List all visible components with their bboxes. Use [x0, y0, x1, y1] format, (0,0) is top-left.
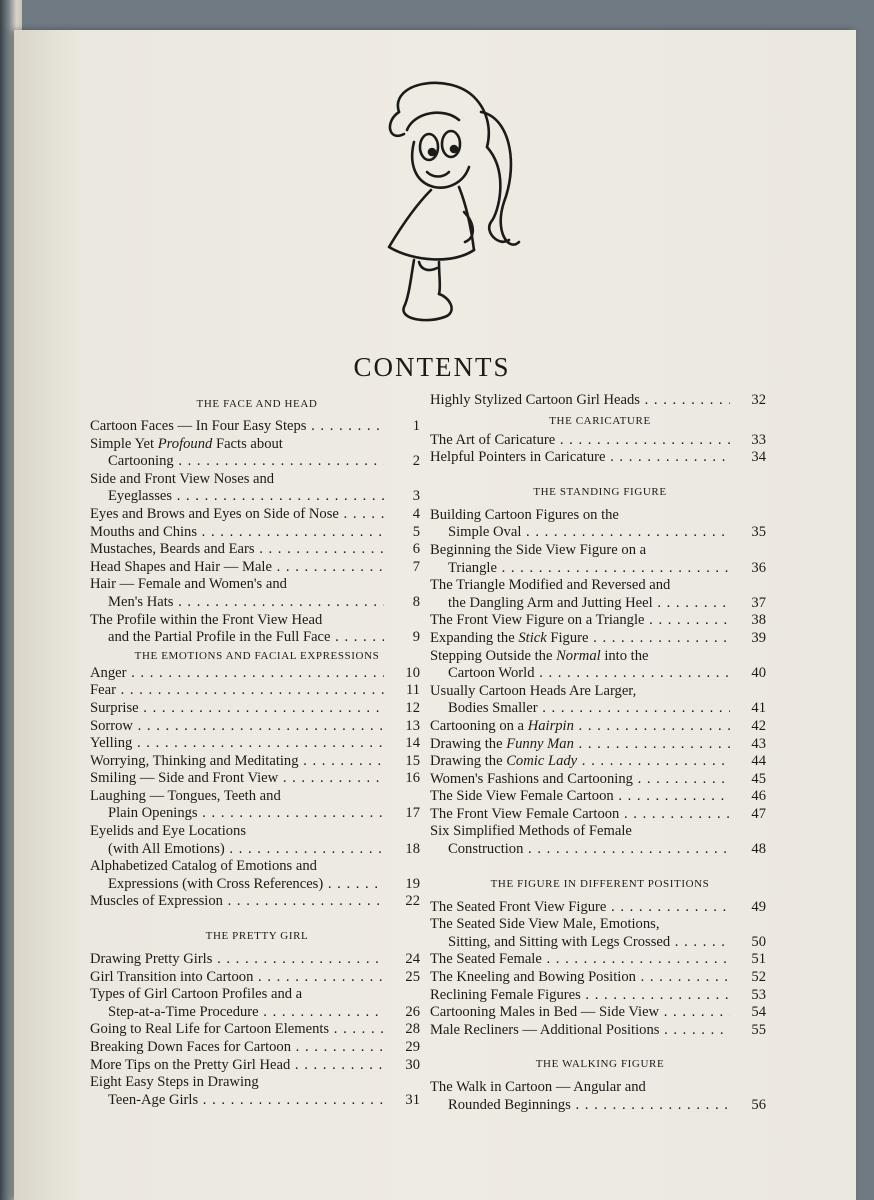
toc-entry	[430, 392, 770, 410]
toc-entry-title	[90, 753, 384, 771]
toc-entry-title-part: Head Shapes and Hair — Male	[90, 558, 272, 575]
toc-entry	[430, 718, 770, 736]
toc-entry-title-continued	[90, 594, 384, 612]
toc-page-number: 39	[751, 629, 766, 646]
toc-entry	[430, 432, 770, 450]
toc-entry	[430, 449, 770, 467]
toc-entry-title	[90, 951, 384, 969]
toc-entry-title	[430, 612, 730, 630]
toc-entry-title-part: Eyelids and Eye Locations	[90, 823, 247, 840]
toc-entry	[90, 1021, 424, 1039]
toc-entry-title-part: Eight Easy Steps in Drawing	[90, 1074, 259, 1091]
toc-entry	[430, 916, 770, 951]
toc-page-number: 33	[751, 431, 766, 448]
toc-entry-title	[90, 576, 384, 594]
toc-entry-title	[430, 1022, 730, 1040]
toc-entry-title	[430, 1079, 730, 1097]
toc-entry	[90, 700, 424, 718]
toc-entry-title-emphasis: Comic Lady	[506, 753, 578, 770]
toc-entry-title	[90, 682, 384, 700]
toc-entry	[430, 899, 770, 917]
toc-entry-title-part: Eyes and Brows and Eyes on Side of Nose	[90, 505, 339, 522]
toc-entry-title	[90, 418, 384, 436]
toc-entry-title	[430, 823, 730, 841]
toc-entry-title-part: Stepping Outside the	[430, 647, 557, 664]
toc-entry-title-part: Cartoon World	[448, 665, 535, 682]
toc-entry-title-part: Triangle	[448, 559, 497, 576]
toc-entry	[90, 436, 424, 471]
toc-page-number: 2	[412, 453, 420, 470]
toc-entry-title-emphasis: Profound	[157, 435, 213, 452]
toc-entry-title	[90, 986, 384, 1004]
toc-entry-title-part: Teen-Age Girls	[108, 1091, 199, 1108]
toc-entry	[90, 893, 424, 911]
toc-entry-title	[90, 823, 384, 841]
toc-entry-title-continued	[430, 1097, 730, 1115]
toc-page-number: 22	[405, 893, 420, 910]
toc-page-number: 16	[405, 770, 420, 787]
toc-entry-title-part: Construction	[448, 841, 524, 858]
toc-page-number: 4	[412, 505, 420, 522]
toc-entry-title-part: Simple Oval	[448, 524, 522, 541]
toc-entry-title	[90, 893, 384, 911]
toc-entry-title-part: Sorrow	[90, 717, 133, 734]
toc-entry-title-part: Smiling — Side and Front View	[90, 770, 279, 787]
toc-page-number: 18	[405, 840, 420, 857]
toc-page-number: 9	[412, 629, 420, 646]
toc-entry-title-part: Reclining Female Figures	[430, 986, 581, 1003]
toc-page-number: 51	[751, 951, 766, 968]
toc-entry-title-part: The Triangle Modified and Reversed and	[430, 577, 671, 594]
toc-entry-title	[430, 899, 730, 917]
toc-page-number: 1	[412, 418, 420, 434]
toc-entry-title	[90, 541, 384, 559]
toc-entry-title	[90, 665, 384, 683]
toc-entry	[90, 1057, 424, 1075]
cartoon-girl-illustration	[359, 72, 529, 332]
toc-entry-title-part: Yelling	[90, 735, 133, 752]
toc-entry-title	[90, 506, 384, 524]
toc-entry-title-part: Mustaches, Beards and Ears	[90, 541, 255, 558]
toc-entry	[430, 806, 770, 824]
toc-entry-title	[430, 916, 730, 934]
toc-entry	[90, 986, 424, 1021]
toc-entry-title-part: Rounded Beginnings	[448, 1097, 571, 1113]
toc-entry-title-continued	[90, 876, 384, 894]
section-heading-emotions: THE EMOTIONS AND FACIAL EXPRESSIONS	[134, 649, 380, 662]
toc-entry-title-part: Male Recliners — Additional Positions	[430, 1021, 660, 1038]
toc-left-column	[90, 392, 424, 1109]
toc-entry-title-continued	[90, 488, 384, 506]
toc-entry-title-continued	[430, 524, 730, 542]
toc-entry-title-part: Worrying, Thinking and Meditating	[90, 752, 299, 769]
toc-entry-title-part: (with All Emotions)	[108, 840, 225, 857]
toc-entry-title-part: and the Partial Profile in the Full Face	[108, 629, 331, 646]
toc-entry	[90, 682, 424, 700]
toc-page-number: 36	[751, 559, 766, 576]
toc-entry-title-part: The Art of Caricature	[430, 431, 556, 448]
toc-entry-title-part: Facts about	[212, 435, 283, 452]
toc-entry-title-part: Breaking Down Faces for Cartoon	[90, 1039, 292, 1055]
toc-entry	[90, 612, 424, 647]
toc-entry-title-part: Sitting, and Sitting with Legs Crossed	[448, 933, 671, 950]
toc-entry	[430, 951, 770, 969]
toc-entry	[430, 507, 770, 542]
toc-entry-title-continued	[90, 805, 384, 823]
toc-entry	[90, 735, 424, 753]
toc-entry-title	[90, 436, 384, 454]
toc-entry	[430, 542, 770, 577]
toc-entry-title-part: The Seated Female	[430, 951, 542, 968]
toc-entry-title-part: Muscles of Expression	[90, 893, 223, 910]
toc-page-number: 7	[412, 558, 420, 575]
toc-entry	[90, 951, 424, 969]
toc-entry-title-part: Types of Girl Cartoon Profiles and a	[90, 986, 303, 1003]
toc-entry-title	[90, 858, 384, 876]
toc-entry	[90, 506, 424, 524]
toc-page-number: 53	[751, 986, 766, 1003]
toc-page-number: 54	[751, 1004, 766, 1021]
toc-entry	[90, 823, 424, 858]
section-heading-walking-figure: THE WALKING FIGURE	[535, 1058, 665, 1071]
toc-entry-title	[430, 969, 730, 987]
toc-entry-title-part: The Profile within the Front View Head	[90, 611, 323, 628]
toc-entry-title-part: Surprise	[90, 699, 139, 716]
section-heading-figure-positions: THE FIGURE IN DIFFERENT POSITIONS	[490, 877, 710, 890]
toc-page-number: 30	[405, 1056, 420, 1073]
toc-entry-title-part: Laughing — Tongues, Teeth and	[90, 787, 281, 804]
toc-entry-title-part: Expressions (with Cross References)	[108, 875, 324, 892]
toc-page-number: 11	[405, 682, 420, 699]
toc-entry	[430, 753, 770, 771]
toc-entry-title-part: Beginning the Side View Figure on a	[430, 541, 647, 558]
toc-page-number: 17	[405, 805, 420, 822]
toc-entry-title-continued	[90, 1004, 384, 1022]
toc-entry-title	[430, 449, 730, 467]
toc-entry-title	[90, 524, 384, 542]
toc-page-number: 49	[751, 898, 766, 915]
toc-page-number: 47	[751, 805, 766, 822]
toc-entry-title	[430, 806, 730, 824]
toc-entry	[430, 823, 770, 858]
toc-entry-title-part: The Walk in Cartoon — Angular and	[430, 1079, 646, 1096]
toc-entry	[90, 788, 424, 823]
toc-entry-title-part: Going to Real Life for Cartoon Elements	[90, 1021, 330, 1038]
toc-entry-title	[90, 1039, 384, 1057]
toc-entry-title-part: Hair — Female and Women's and	[90, 576, 287, 593]
toc-page-number: 44	[751, 753, 766, 770]
toc-entry-title	[90, 788, 384, 806]
toc-entry	[90, 471, 424, 506]
toc-entry-title-part: Helpful Pointers in Caricature	[430, 449, 606, 466]
toc-entry-title	[90, 1021, 384, 1039]
toc-entry-title-part: Highly Stylized Cartoon Girl Heads	[430, 392, 640, 408]
toc-page-number: 40	[751, 665, 766, 682]
toc-entry-title-continued	[90, 841, 384, 859]
toc-entry	[90, 753, 424, 771]
toc-page-number: 10	[405, 664, 420, 681]
toc-entry-title-part: Men's Hats	[108, 593, 174, 610]
toc-entry-title-continued	[430, 934, 730, 952]
toc-entry-title-continued	[430, 560, 730, 578]
toc-entry-title-part: Eyeglasses	[108, 488, 173, 505]
toc-entry	[90, 770, 424, 788]
toc-entry-title-continued	[90, 629, 384, 647]
toc-entry-title	[430, 392, 730, 410]
toc-entry-title-part: Plain Openings	[108, 805, 198, 822]
toc-page-number: 37	[751, 594, 766, 611]
toc-entry-title	[90, 969, 384, 987]
toc-page-number: 34	[751, 449, 766, 466]
contents-title: CONTENTS	[353, 352, 511, 382]
toc-entry-title	[430, 630, 730, 648]
toc-entry	[430, 1079, 770, 1114]
toc-entry-title	[90, 700, 384, 718]
toc-entry-title-part: Drawing the	[430, 753, 507, 770]
toc-entry	[90, 718, 424, 736]
toc-entry	[430, 736, 770, 754]
toc-entry-title-part: Step-at-a-Time Procedure	[108, 1003, 259, 1020]
toc-entry-title-part: Mouths and Chins	[90, 523, 198, 540]
toc-page-number: 25	[405, 968, 420, 985]
toc-entry-title-part: The Side View Female Cartoon	[430, 788, 614, 805]
toc-entry-title	[90, 718, 384, 736]
toc-entry-title-part: Alphabetized Catalog of Emotions and	[90, 858, 317, 875]
toc-entry	[90, 969, 424, 987]
toc-page-number: 48	[751, 841, 766, 858]
toc-page-number: 55	[751, 1021, 766, 1038]
toc-entry-title-continued	[90, 1092, 384, 1110]
toc-entry	[430, 969, 770, 987]
toc-entry-title-continued	[430, 841, 730, 859]
toc-entry	[90, 418, 424, 436]
toc-page-number: 46	[751, 788, 766, 805]
toc-entry	[90, 665, 424, 683]
toc-entry	[430, 987, 770, 1005]
toc-entry	[430, 1004, 770, 1022]
toc-entry-title-emphasis: Hairpin	[527, 717, 574, 734]
toc-entry	[90, 541, 424, 559]
toc-entry-title-part: Women's Fashions and Cartooning	[430, 770, 633, 787]
toc-entry	[90, 1074, 424, 1109]
toc-page-number: 5	[412, 523, 420, 540]
toc-entry-title	[90, 559, 384, 577]
toc-entry	[90, 858, 424, 893]
toc-entry-title-part: Drawing Pretty Girls	[90, 951, 213, 968]
toc-entry-title	[430, 987, 730, 1005]
toc-entry-title-part: The Front View Female Cartoon	[430, 805, 620, 822]
toc-page-number: 29	[405, 1039, 420, 1055]
book-page	[14, 30, 856, 1200]
toc-entry-title-emphasis: Funny Man	[506, 735, 574, 752]
toc-entry	[90, 524, 424, 542]
toc-entry-title-part: Six Simplified Methods of Female	[430, 823, 632, 840]
toc-entry-title	[90, 1057, 384, 1075]
toc-entry-title-part: Side and Front View Noses and	[90, 470, 275, 487]
toc-entry-title-part: The Seated Side View Male, Emotions,	[430, 916, 660, 933]
toc-entry-title-part: Fear	[90, 682, 116, 699]
toc-entry	[90, 559, 424, 577]
toc-entry-title	[430, 736, 730, 754]
toc-page-number: 26	[405, 1003, 420, 1020]
toc-page-number: 38	[751, 612, 766, 629]
section-heading-caricature: THE CARICATURE	[549, 414, 651, 427]
toc-entry-title-part: The Front View Figure on a Triangle	[430, 612, 645, 629]
toc-entry-title-part: Girl Transition into Cartoon	[90, 968, 254, 985]
toc-page-number: 12	[405, 699, 420, 716]
toc-entry-title-part: The Seated Front View Figure	[430, 898, 607, 915]
toc-entry	[90, 1039, 424, 1057]
toc-entry-title	[430, 648, 730, 666]
toc-entry-title	[430, 542, 730, 560]
toc-entry-title	[430, 951, 730, 969]
toc-entry-title-part: Usually Cartoon Heads Are Larger,	[430, 682, 637, 699]
toc-entry-title	[430, 683, 730, 701]
toc-entry-title-part: Building Cartoon Figures on the	[430, 506, 619, 523]
toc-page-number: 15	[405, 752, 420, 769]
toc-entry-title-part: Cartooning	[108, 453, 174, 470]
toc-page-number: 56	[751, 1097, 766, 1113]
toc-entry-title	[430, 788, 730, 806]
section-heading-standing-figure: THE STANDING FIGURE	[533, 485, 667, 498]
toc-entry-title	[430, 771, 730, 789]
toc-entry-title	[430, 1004, 730, 1022]
toc-page-number: 45	[751, 770, 766, 787]
toc-page-number: 28	[405, 1021, 420, 1038]
toc-entry	[430, 683, 770, 718]
toc-entry	[430, 648, 770, 683]
toc-entry-title-continued	[430, 595, 730, 613]
toc-entry-title	[90, 735, 384, 753]
toc-entry-title	[430, 432, 730, 450]
toc-entry-title	[90, 612, 384, 630]
toc-entry-title-part: the Dangling Arm and Jutting Heel	[448, 594, 653, 611]
toc-entry-title-part: Figure	[546, 629, 589, 646]
section-heading-face-and-head: THE FACE AND HEAD	[196, 398, 318, 410]
toc-page-number: 43	[751, 735, 766, 752]
toc-entry-title-part: Bodies Smaller	[448, 700, 538, 717]
toc-entry	[430, 771, 770, 789]
toc-entry-title-emphasis: Stick	[518, 629, 547, 646]
toc-page-number: 35	[751, 524, 766, 541]
toc-entry	[90, 576, 424, 611]
toc-entry	[430, 788, 770, 806]
toc-page-number: 41	[751, 700, 766, 717]
toc-entry-title-continued	[90, 453, 384, 471]
toc-entry-title-part: Drawing the	[430, 735, 507, 752]
toc-entry-title	[430, 577, 730, 595]
toc-page-number: 13	[405, 717, 420, 734]
toc-right-column	[430, 392, 770, 1115]
toc-entry-title	[90, 770, 384, 788]
toc-page-number: 42	[751, 717, 766, 734]
toc-entry-title-part: More Tips on the Pretty Girl Head	[90, 1056, 291, 1073]
toc-entry-title-part: into the	[600, 647, 649, 664]
toc-entry	[430, 612, 770, 630]
toc-entry-title-part: Expanding the	[430, 629, 519, 646]
toc-entry-title	[430, 753, 730, 771]
toc-page-number: 24	[405, 951, 420, 968]
toc-page-number: 14	[405, 735, 420, 752]
toc-entry-title-part: Simple Yet	[90, 435, 158, 452]
toc-page-number: 32	[751, 392, 766, 408]
toc-entry-title-continued	[430, 665, 730, 683]
toc-entry	[430, 630, 770, 648]
toc-entry	[430, 1022, 770, 1040]
toc-page-number: 8	[412, 593, 420, 610]
toc-entry-title-emphasis: Normal	[556, 647, 601, 664]
toc-page-number: 3	[412, 488, 420, 505]
toc-page-number: 19	[405, 875, 420, 892]
toc-entry-title	[430, 718, 730, 736]
toc-entry-title-part: Cartoon Faces — In Four Easy Steps	[90, 418, 307, 434]
toc-entry-title-part: Cartooning on a	[430, 717, 528, 734]
toc-page-number: 6	[412, 541, 420, 558]
toc-page-number: 31	[405, 1091, 420, 1108]
toc-entry-title-part: Anger	[90, 664, 127, 681]
toc-page-number: 52	[751, 969, 766, 986]
toc-page-number: 50	[751, 933, 766, 950]
toc-entry-title	[430, 507, 730, 525]
toc-entry-title-part: Cartooning Males in Bed — Side View	[430, 1004, 660, 1021]
toc-entry-title	[90, 1074, 384, 1092]
toc-entry-title-part: The Kneeling and Bowing Position	[430, 969, 636, 986]
section-heading-pretty-girl: THE PRETTY GIRL	[205, 930, 309, 943]
toc-entry-title-continued	[430, 700, 730, 718]
toc-entry-title	[90, 471, 384, 489]
toc-entry	[430, 577, 770, 612]
